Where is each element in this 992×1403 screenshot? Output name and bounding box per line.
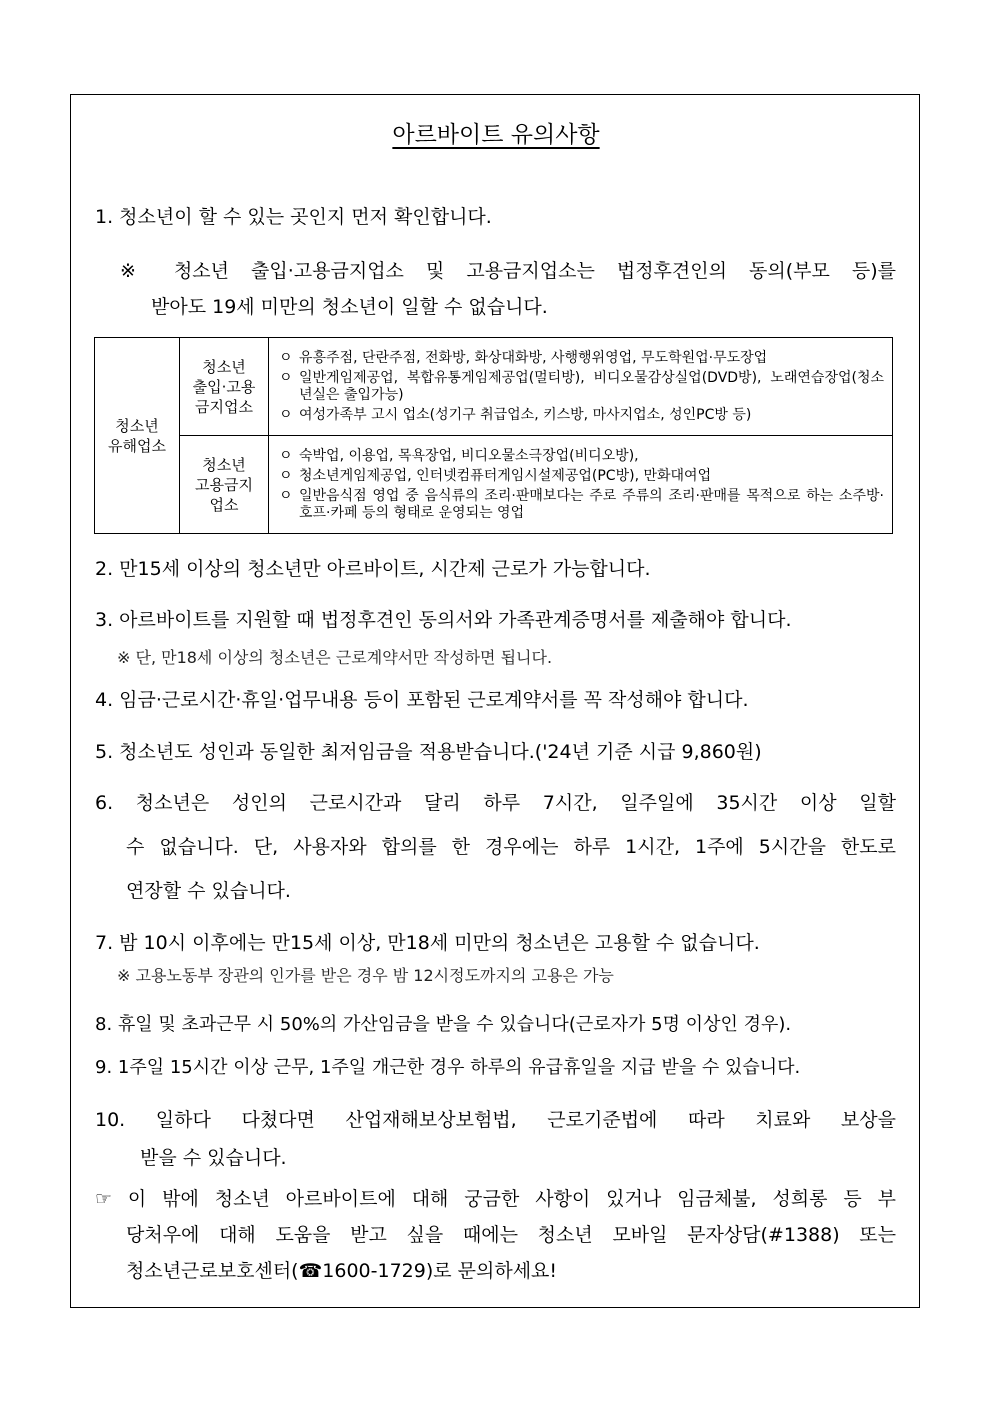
item-10-line-2: 받을 수 있습니다. (140, 1147, 287, 1169)
item-7-note: ※ 고용노동부 장관의 인가를 받은 경우 밤 12시정도까지의 고용은 가능 (117, 966, 614, 985)
item-7: 7. 밤 10시 이후에는 만15세 이상, 만18세 미만의 청소년은 고용할 수 없습니다. (95, 932, 760, 954)
table-group-label-cell (180, 338, 269, 436)
table-group-label: 청소년 출입·고용 금지업소 (192, 357, 256, 416)
item-6-line-2: 수 없습니다. 단, 사용자와 합의를 한 경우에는 하루 1시간, 1주에 5시간을 한도로 (126, 836, 896, 858)
list-item: ㅇ 청소년게임제공업, 인터넷컴퓨터게임시설제공업(PC방), 만화대여업 (279, 467, 712, 484)
bullet-circle: ㅇ (279, 447, 293, 464)
table-group-items-cell (269, 338, 893, 436)
table-group-label-cell (180, 436, 269, 534)
page-title: 아르바이트 유의사항 (392, 122, 600, 148)
item-8: 8. 휴일 및 초과근무 시 50%의 가산임금을 받을 수 있습니다(근로자가 5명 이상인 경우). (95, 1014, 792, 1035)
bullet-circle: ㅇ (279, 349, 293, 366)
list-item: ㅇ 일반음식점 영업 중 음식류의 조리·판매보다는 주로 주류의 조리·판매를 목적으로 하는 소주방·호프·카페 등의 형태로 운영되는 영업 (279, 487, 884, 521)
harmful-business-table (94, 337, 893, 534)
item-3-note: ※ 단, 만18세 이상의 청소년은 근로계약서만 작성하면 됩니다. (117, 648, 553, 667)
footer-line-3: 청소년근로보호센터(☎1600-1729)로 문의하세요! (126, 1260, 558, 1282)
footer-line-1: ☞ 이 밖에 청소년 아르바이트에 대해 궁금한 사항이 있거나 임금체불, 성희롱 등 부 (95, 1188, 896, 1210)
list-item: ㅇ 여성가족부 고시 업소(성기구 취급업소, 키스방, 마사지업소, 성인PC방 등) (279, 406, 752, 423)
item-9: 9. 1주일 15시간 이상 근무, 1주일 개근한 경우 하루의 유급휴일을 지급 받을 수 있습니다. (95, 1057, 801, 1078)
item-2: 2. 만15세 이상의 청소년만 아르바이트, 시간제 근로가 가능합니다. (95, 558, 651, 580)
list-item: ㅇ 유흥주점, 단란주점, 전화방, 화상대화방, 사행행위영업, 무도학원업·무도장업 (279, 349, 768, 366)
table-group-items-cell (269, 436, 893, 534)
footer-line-2: 당처우에 대해 도움을 받고 싶을 때에는 청소년 모바일 문자상담(#1388) 또는 (126, 1224, 896, 1246)
bullet-circle: ㅇ (279, 369, 293, 386)
item-6-line-1: 6. 청소년은 성인의 근로시간과 달리 하루 7시간, 일주일에 35시간 이상 일할 (95, 792, 896, 814)
item-5: 5. 청소년도 성인과 동일한 최저임금을 적용받습니다.('24년 기준 시급 9,860원) (95, 741, 762, 763)
table-category-label: 청소년 유해업소 (108, 416, 166, 455)
bullet-circle: ㅇ (279, 406, 293, 423)
item-1: 1. 청소년이 할 수 있는 곳인지 먼저 확인합니다. (95, 206, 492, 228)
table-group-label: 청소년 고용금지 업소 (195, 455, 253, 514)
table-category-cell (95, 338, 180, 534)
bullet-circle: ㅇ (279, 467, 293, 484)
item-6-line-3: 연장할 수 있습니다. (126, 880, 291, 902)
item-1-note-line-2: 받아도 19세 미만의 청소년이 일할 수 없습니다. (151, 296, 548, 318)
bullet-circle: ㅇ (279, 487, 293, 504)
item-4: 4. 임금·근로시간·휴일·업무내용 등이 포함된 근로계약서를 꼭 작성해야 합니다. (95, 689, 749, 711)
item-10-line-1: 10. 일하다 다쳤다면 산업재해보상보험법, 근로기준법에 따라 치료와 보상을 (95, 1109, 896, 1131)
list-item: ㅇ 숙박업, 이용업, 목욕장업, 비디오물소극장업(비디오방), (279, 447, 639, 464)
list-item: ㅇ 일반게임제공업, 복합유통게임제공업(멀티방), 비디오물감상실업(DVD방), 노래연습장업(청소년실은 출입가능) (279, 369, 884, 403)
item-3: 3. 아르바이트를 지원할 때 법정후견인 동의서와 가족관계증명서를 제출해야 합니다. (95, 609, 792, 631)
item-1-note-line-1: ※ 청소년 출입·고용금지업소 및 고용금지업소는 법정후견인의 동의(부모 등)를 (120, 260, 896, 282)
